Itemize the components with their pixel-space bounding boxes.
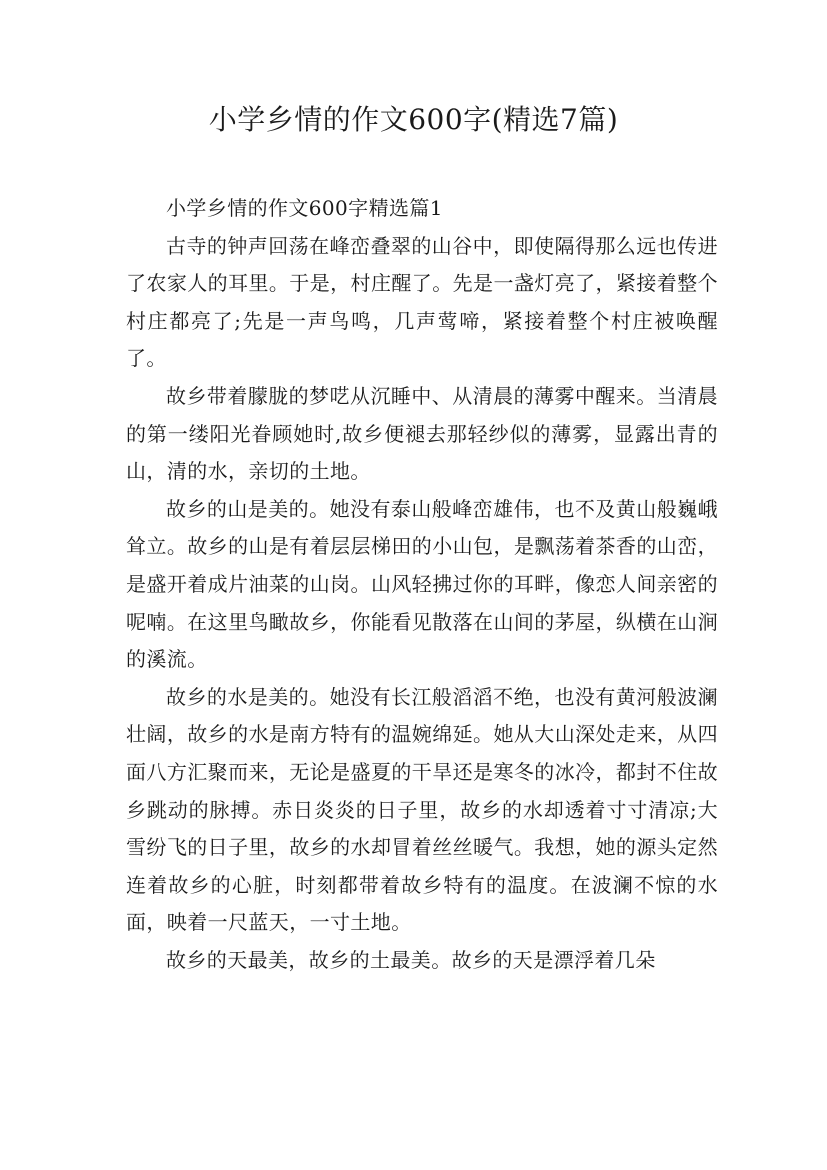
document-title: 小学乡情的作文600字(精选7篇) [208,103,619,136]
paragraph-3: 故乡的山是美的。她没有泰山般峰峦雄伟，也不及黄山般巍峨耸立。故乡的山是有着层层梯田的小山包，是飘荡着茶香的山峦，是盛开着成片油菜的山岗。山风轻拂过你的耳畔，像恋人间亲密的呢喃。在这里鸟瞰故乡，你能看见散落在山间的茅屋，纵横在山涧的溪流。 [126,496,718,672]
paragraph-4: 故乡的水是美的。她没有长江般滔滔不绝，也没有黄河般波澜壮阔，故乡的水是南方特有的温婉绵延。她从大山深处走来，从四面八方汇聚而来，无论是盛夏的干旱还是寒冬的冰冷，都封不住故乡跳动的脉搏。赤日炎炎的日子里，故乡的水却透着寸寸清凉;大雪纷飞的日子里，故乡的水却冒着丝丝暖气。我想，她的源头定然连着故乡的心脏，时刻都带着故乡特有的温度。在波澜不惊的水面，映着一尺蓝天，一寸土地。 [126,684,718,935]
paragraph-5: 故乡的天最美，故乡的土最美。故乡的天是漂浮着几朵 [166,947,656,972]
paragraph-2: 故乡带着朦胧的梦呓从沉睡中、从清晨的薄雾中醒来。当清晨的第一缕阳光眷顾她时,故乡便褪去那轻纱似的薄雾，显露出青的山，清的水，亲切的土地。 [126,383,718,484]
section-heading: 小学乡情的作文600字精选篇1 [166,196,443,220]
paragraph-1: 古寺的钟声回荡在峰峦叠翠的山谷中，即使隔得那么远也传进了农家人的耳里。于是，村庄醒了。先是一盏灯亮了，紧接着整个村庄都亮了;先是一声鸟鸣，几声莺啼，紧接着整个村庄被唤醒了。 [126,233,718,371]
document-body [126,190,718,979]
